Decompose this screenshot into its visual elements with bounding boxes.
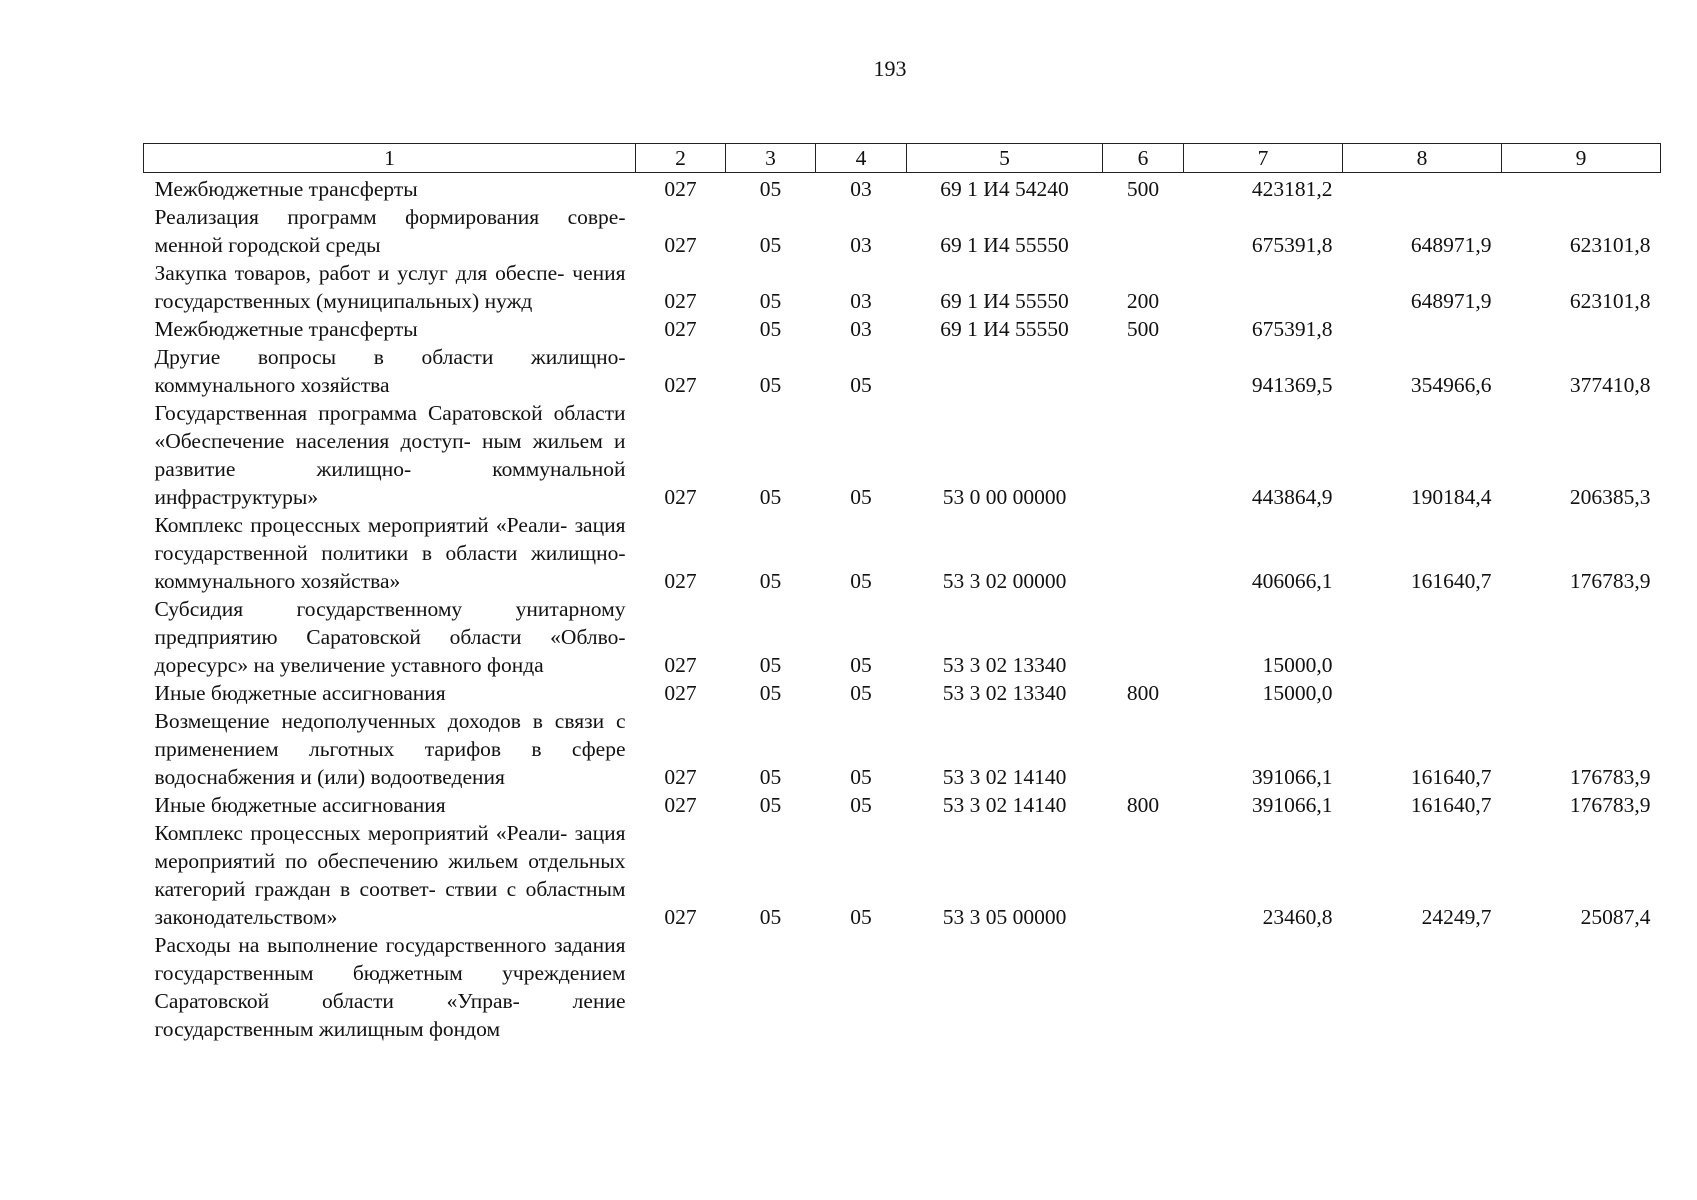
description-cell	[144, 203, 636, 259]
target-article-cell: 53 3 02 14140	[942, 793, 1067, 817]
section-cell	[726, 931, 816, 1043]
section-cell: 05	[759, 681, 782, 705]
amount-col9-cell: 176783,9	[1569, 793, 1651, 817]
amount-col7-cell: 391066,1	[1251, 793, 1333, 817]
expense-type-cell: 800	[1126, 681, 1160, 705]
description-cell	[144, 819, 636, 931]
description-line: сфере водоснабжения и (или) водоотведения	[154, 737, 626, 789]
header-row	[144, 144, 1661, 173]
target-article-cell: 53 3 02 13340	[942, 681, 1067, 705]
target-article-cell: 69 1 И4 54240	[940, 177, 1069, 201]
description-line: жилищно-коммунального хозяйства»	[154, 541, 626, 593]
amount-col9-cell: 206385,3	[1569, 485, 1651, 509]
subsection-cell: 05	[850, 569, 872, 593]
description-cell	[144, 707, 636, 791]
description-line: Субсидия государственному унитарному	[154, 597, 626, 621]
table-row	[144, 259, 1661, 315]
amount-col9-cell	[1502, 173, 1661, 204]
description-line: предприятию Саратовской области «Облво-	[154, 625, 626, 649]
description-line: Возмещение недополученных доходов в	[154, 709, 543, 733]
amount-col9-cell	[1502, 931, 1661, 1043]
amount-col7-cell: 406066,1	[1251, 569, 1333, 593]
section-cell: 05	[759, 177, 782, 201]
ministry-code-cell: 027	[664, 569, 697, 593]
description-line: зация государственной политики в области	[154, 513, 626, 565]
amount-col7-cell	[1184, 259, 1343, 315]
amount-col8-cell: 190184,4	[1410, 485, 1492, 509]
description-line: задания государственным бюджетным	[154, 933, 626, 985]
description-cell	[144, 399, 636, 511]
column-header-4: 4	[816, 144, 907, 173]
section-cell: 05	[759, 905, 782, 929]
target-article-cell	[907, 343, 1103, 399]
subsection-cell: 05	[850, 765, 872, 789]
expense-type-cell: 200	[1126, 289, 1160, 313]
description-cell	[144, 931, 636, 1043]
expense-type-cell	[1103, 931, 1184, 1043]
amount-col7-cell: 23460,8	[1262, 905, 1333, 929]
table-header	[144, 144, 1661, 173]
description-cell	[144, 679, 636, 707]
expense-type-cell	[1103, 595, 1184, 679]
section-cell: 05	[759, 317, 782, 341]
description-line: ным жильем и развитие жилищно-	[154, 429, 626, 481]
table-row	[144, 819, 1661, 931]
amount-col8-cell	[1343, 173, 1502, 204]
description-line: области «Обеспечение населения доступ-	[154, 401, 626, 453]
table-row	[144, 595, 1661, 679]
subsection-cell: 05	[850, 485, 872, 509]
amount-col8-cell: 161640,7	[1410, 569, 1492, 593]
table-row	[144, 511, 1661, 595]
expense-type-cell	[1103, 203, 1184, 259]
amount-col8-cell: 648971,9	[1410, 233, 1492, 257]
table-body	[144, 173, 1661, 1044]
amount-col8-cell: 354966,6	[1410, 373, 1492, 397]
description-line: Иные бюджетные ассигнования	[154, 793, 446, 817]
expense-type-cell: 500	[1126, 177, 1160, 201]
amount-col7-cell: 675391,8	[1251, 233, 1333, 257]
description-line: коммунального хозяйства	[154, 373, 390, 397]
table-row	[144, 707, 1661, 791]
description-line: менной городской среды	[154, 233, 381, 257]
target-article-cell: 53 0 00 00000	[942, 485, 1067, 509]
ministry-code-cell: 027	[664, 233, 697, 257]
description-line: доресурс» на увеличение уставного фонда	[154, 653, 544, 677]
section-cell: 05	[759, 765, 782, 789]
amount-col7-cell: 443864,9	[1251, 485, 1333, 509]
ministry-code-cell: 027	[664, 681, 697, 705]
ministry-code-cell: 027	[664, 373, 697, 397]
section-cell: 05	[759, 289, 782, 313]
amount-col9-cell: 176783,9	[1569, 569, 1651, 593]
budget-table	[143, 143, 1661, 1043]
subsection-cell	[816, 931, 907, 1043]
description-line: Государственная программа Саратовской	[154, 401, 543, 425]
amount-col8-cell: 161640,7	[1410, 793, 1492, 817]
amount-col9-cell	[1502, 595, 1661, 679]
column-header-8: 8	[1343, 144, 1502, 173]
amount-col8-cell	[1343, 595, 1502, 679]
description-line: Межбюджетные трансферты	[154, 317, 418, 341]
table-row	[144, 173, 1661, 204]
expense-type-cell: 800	[1126, 793, 1160, 817]
section-cell: 05	[759, 793, 782, 817]
description-line: чения государственных (муниципальных)	[154, 261, 626, 313]
description-cell	[144, 173, 636, 204]
subsection-cell: 03	[850, 289, 872, 313]
description-cell	[144, 791, 636, 819]
amount-col9-cell: 176783,9	[1569, 765, 1651, 789]
subsection-cell: 03	[850, 317, 872, 341]
subsection-cell: 05	[850, 653, 872, 677]
page-number: 193	[873, 56, 907, 81]
amount-col8-cell	[1343, 931, 1502, 1043]
subsection-cell: 03	[850, 177, 872, 201]
table-row	[144, 315, 1661, 343]
description-cell	[144, 595, 636, 679]
target-article-cell: 69 1 И4 55550	[940, 233, 1069, 257]
description-line: Комплекс процессных мероприятий «Реали-	[154, 513, 568, 537]
amount-col7-cell: 941369,5	[1251, 373, 1333, 397]
description-line: учреждением Саратовской области «Управ-	[154, 961, 626, 1013]
description-line: Комплекс процессных мероприятий «Реали-	[154, 821, 568, 845]
column-header-1: 1	[144, 144, 636, 173]
expense-type-cell: 500	[1126, 317, 1160, 341]
subsection-cell: 05	[850, 793, 872, 817]
expense-type-cell	[1103, 399, 1184, 511]
ministry-code-cell: 027	[664, 905, 697, 929]
table-row	[144, 203, 1661, 259]
target-article-cell: 69 1 И4 55550	[940, 317, 1069, 341]
description-line: зация мероприятий по обеспечению жильем	[154, 821, 626, 873]
description-cell	[144, 259, 636, 315]
amount-col7-cell: 675391,8	[1251, 317, 1333, 341]
ministry-code-cell	[636, 931, 726, 1043]
ministry-code-cell: 027	[664, 793, 697, 817]
section-cell: 05	[759, 485, 782, 509]
ministry-code-cell: 027	[664, 485, 697, 509]
amount-col9-cell: 623101,8	[1569, 233, 1651, 257]
description-line: коммунальной инфраструктуры»	[154, 457, 626, 509]
subsection-cell: 05	[850, 905, 872, 929]
target-article-cell: 53 3 05 00000	[942, 905, 1067, 929]
target-article-cell: 53 3 02 14140	[942, 765, 1067, 789]
amount-col9-cell	[1502, 679, 1661, 707]
target-article-cell: 69 1 И4 55550	[940, 289, 1069, 313]
table-row	[144, 399, 1661, 511]
column-header-6: 6	[1103, 144, 1184, 173]
description-cell	[144, 315, 636, 343]
amount-col8-cell: 161640,7	[1410, 765, 1492, 789]
ministry-code-cell: 027	[664, 177, 697, 201]
column-header-9: 9	[1502, 144, 1661, 173]
description-line: Другие вопросы в области жилищно-	[154, 345, 626, 369]
amount-col8-cell: 24249,7	[1421, 905, 1492, 929]
amount-col9-cell: 377410,8	[1569, 373, 1651, 397]
description-line: связи с применением льготных тарифов в	[154, 709, 626, 761]
column-header-2: 2	[636, 144, 726, 173]
description-line: ствии с областным законодательством»	[154, 877, 626, 929]
column-header-7: 7	[1184, 144, 1343, 173]
description-cell	[144, 511, 636, 595]
column-header-5: 5	[907, 144, 1103, 173]
subsection-cell: 03	[850, 233, 872, 257]
description-line: Расходы на выполнение государственного	[154, 933, 547, 957]
ministry-code-cell: 027	[664, 289, 697, 313]
section-cell: 05	[759, 569, 782, 593]
amount-col8-cell: 648971,9	[1410, 289, 1492, 313]
description-line: Межбюджетные трансферты	[154, 177, 418, 201]
description-line: Закупка товаров, работ и услуг для обеспе-	[154, 261, 565, 285]
description-cell	[144, 343, 636, 399]
expense-type-cell	[1103, 343, 1184, 399]
ministry-code-cell: 027	[664, 317, 697, 341]
amount-col8-cell	[1343, 679, 1502, 707]
ministry-code-cell: 027	[664, 765, 697, 789]
expense-type-cell	[1103, 511, 1184, 595]
amount-col7-cell: 423181,2	[1251, 177, 1333, 201]
description-line: Реализация программ формирования совре-	[154, 205, 626, 229]
expense-type-cell	[1103, 707, 1184, 791]
section-cell: 05	[759, 373, 782, 397]
table-row	[144, 931, 1661, 1043]
target-article-cell	[907, 931, 1103, 1043]
target-article-cell: 53 3 02 00000	[942, 569, 1067, 593]
expense-type-cell	[1103, 819, 1184, 931]
subsection-cell: 05	[850, 681, 872, 705]
table-row	[144, 791, 1661, 819]
column-header-3: 3	[726, 144, 816, 173]
amount-col9-cell: 623101,8	[1569, 289, 1651, 313]
section-cell: 05	[759, 653, 782, 677]
description-line: нужд	[484, 289, 533, 313]
target-article-cell: 53 3 02 13340	[942, 653, 1067, 677]
amount-col9-cell: 25087,4	[1580, 905, 1651, 929]
description-line: ление государственным жилищным фондом	[154, 989, 626, 1041]
section-cell: 05	[759, 233, 782, 257]
ministry-code-cell: 027	[664, 653, 697, 677]
description-line: отдельных категорий граждан в соответ-	[154, 849, 626, 901]
table-row	[144, 343, 1661, 399]
amount-col7-cell: 15000,0	[1262, 653, 1333, 677]
description-line: Иные бюджетные ассигнования	[154, 681, 446, 705]
amount-col7-cell	[1184, 931, 1343, 1043]
amount-col7-cell: 391066,1	[1251, 765, 1333, 789]
amount-col7-cell: 15000,0	[1262, 681, 1333, 705]
amount-col8-cell	[1343, 315, 1502, 343]
table-row	[144, 679, 1661, 707]
subsection-cell: 05	[850, 373, 872, 397]
amount-col9-cell	[1502, 315, 1661, 343]
